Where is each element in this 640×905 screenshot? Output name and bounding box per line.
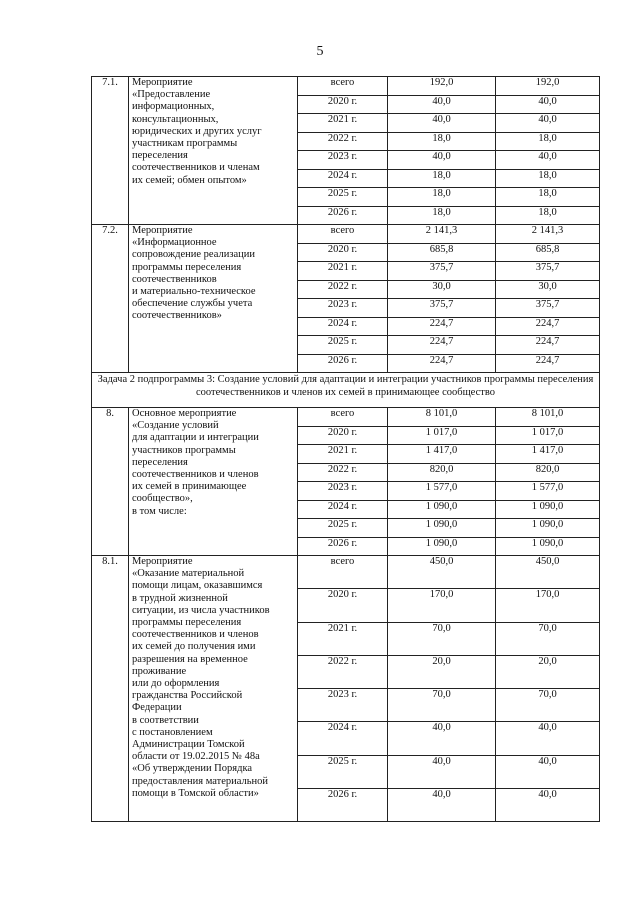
value-cell: 375,7 [388,299,496,318]
value-cell: 170,0 [388,589,496,622]
value-cell: 40,0 [388,755,496,788]
period-cell: всего [298,225,388,244]
value-cell: 450,0 [496,556,600,589]
period-cell: 2025 г. [298,519,388,538]
period-cell: 2026 г. [298,354,388,373]
description-line: и материально-техническое [132,286,256,298]
item-description [129,77,298,225]
description-line: «Об утверждении Порядка [132,763,253,775]
item-number: 7.2. [92,225,129,373]
value-cell: 1 090,0 [496,500,600,519]
description-line: Федерации [132,702,182,714]
description-line: «Оказание материальной [132,568,245,580]
period-cell: 2021 г. [298,622,388,655]
period-cell: 2020 г. [298,426,388,445]
value-cell: 70,0 [388,689,496,722]
description-line: соотечественников и членов [132,629,259,641]
table-row [92,373,600,408]
description-line: юридических и других услуг [132,125,262,137]
description-line: программы переселения [132,617,242,629]
period-cell: 2023 г. [298,299,388,318]
value-cell: 2 141,3 [388,225,496,244]
value-cell: 192,0 [388,77,496,96]
value-cell: 20,0 [496,655,600,688]
period-cell: всего [298,556,388,589]
period-cell: 2023 г. [298,482,388,501]
period-cell: 2020 г. [298,95,388,114]
value-cell: 1 577,0 [496,482,600,501]
value-cell: 1 090,0 [388,500,496,519]
period-cell: 2021 г. [298,114,388,133]
value-cell: 685,8 [388,243,496,262]
value-cell: 224,7 [496,336,600,355]
value-cell: 18,0 [388,206,496,225]
value-cell: 375,7 [496,299,600,318]
value-cell: 375,7 [388,262,496,281]
item-number: 7.1. [92,77,129,225]
description-line: или до оформления [132,678,220,690]
description-line: сообщество», [132,493,193,505]
description-line: помощи лицам, оказавшимся [132,580,263,592]
value-cell: 70,0 [388,622,496,655]
description-line: сопровождение реализации [132,249,256,261]
value-cell: 1 090,0 [496,537,600,556]
description-line: Мероприятие [132,225,193,236]
value-cell: 40,0 [388,95,496,114]
item-description [129,556,298,822]
description-line: участникам программы [132,138,238,150]
value-cell: 1 090,0 [496,519,600,538]
period-cell: 2023 г. [298,689,388,722]
description-line: в трудной жизненной [132,592,228,604]
description-line: переселения [132,150,188,162]
value-cell: 40,0 [496,789,600,822]
item-description [129,225,298,373]
value-cell: 40,0 [388,789,496,822]
period-cell: 2024 г. [298,317,388,336]
item-number: 8.1. [92,556,129,822]
period-cell: 2025 г. [298,336,388,355]
description-line: обеспечение службы учета [132,298,253,310]
period-cell: 2023 г. [298,151,388,170]
description-line: разрешения на временное [132,653,248,665]
period-cell: 2021 г. [298,445,388,464]
value-cell: 40,0 [388,114,496,133]
value-cell: 18,0 [496,132,600,151]
description-line: в соответствии [132,714,199,726]
value-cell: 8 101,0 [388,408,496,427]
value-cell: 18,0 [496,169,600,188]
description-line: области от 19.02.2015 № 48а [132,751,260,763]
item-description [129,408,298,556]
budget-table [91,76,600,822]
value-cell: 375,7 [496,262,600,281]
value-cell: 40,0 [388,151,496,170]
value-cell: 1 090,0 [388,537,496,556]
value-cell: 224,7 [496,317,600,336]
period-cell: 2026 г. [298,537,388,556]
description-line: предоставления материальной [132,775,269,787]
value-cell: 40,0 [496,95,600,114]
description-line: соотечественников и членов [132,469,259,481]
value-cell: 40,0 [496,722,600,755]
value-cell: 40,0 [496,114,600,133]
period-cell: 2022 г. [298,463,388,482]
value-cell: 18,0 [496,188,600,207]
description-line: соотечественников и членам [132,162,260,174]
description-line: их семей; обмен опытом» [132,174,247,186]
description-line: Основное мероприятие [132,408,237,419]
value-cell: 224,7 [388,336,496,355]
description-line: информационных, [132,101,215,113]
description-line: гражданства Российской [132,690,243,702]
period-cell: 2025 г. [298,755,388,788]
period-cell: 2022 г. [298,280,388,299]
description-line: Мероприятие [132,556,193,567]
description-line: соотечественников [132,273,217,285]
period-cell: 2024 г. [298,722,388,755]
value-cell: 224,7 [388,354,496,373]
period-cell: 2024 г. [298,169,388,188]
description-line: ситуации, из числа участников [132,604,270,616]
value-cell: 1 017,0 [496,426,600,445]
description-line: в том числе: [132,505,187,517]
period-cell: всего [298,408,388,427]
value-cell: 20,0 [388,655,496,688]
table-row [92,225,600,244]
value-cell: 820,0 [496,463,600,482]
value-cell: 40,0 [496,755,600,788]
description-line: с постановлением [132,726,213,738]
value-cell: 1 417,0 [388,445,496,464]
description-line: для адаптации и интеграции [132,432,259,444]
table-row [92,77,600,96]
value-cell: 8 101,0 [496,408,600,427]
page-number: 5 [316,44,324,59]
description-line: участников программы [132,444,236,456]
value-cell: 30,0 [388,280,496,299]
description-line: их семей в принимающее [132,481,247,493]
value-cell: 18,0 [388,188,496,207]
description-line: «Создание условий [132,420,219,432]
value-cell: 685,8 [496,243,600,262]
description-line: помощи в Томской области» [132,787,259,799]
description-line: их семей до получения ими [132,641,256,653]
value-cell: 1 417,0 [496,445,600,464]
period-cell: 2026 г. [298,206,388,225]
value-cell: 1 090,0 [388,519,496,538]
value-cell: 1 017,0 [388,426,496,445]
value-cell: 170,0 [496,589,600,622]
period-cell: всего [298,77,388,96]
value-cell: 18,0 [388,169,496,188]
period-cell: 2026 г. [298,789,388,822]
value-cell: 224,7 [496,354,600,373]
value-cell: 40,0 [388,722,496,755]
description-line: «Предоставление [132,89,211,101]
value-cell: 1 577,0 [388,482,496,501]
description-line: Администрации Томской [132,739,245,751]
table-row [92,408,600,427]
value-cell: 2 141,3 [496,225,600,244]
value-cell: 450,0 [388,556,496,589]
item-number: 8. [92,408,129,556]
value-cell: 30,0 [496,280,600,299]
period-cell: 2024 г. [298,500,388,519]
value-cell: 18,0 [388,132,496,151]
period-cell: 2020 г. [298,589,388,622]
table-body [92,77,600,822]
period-cell: 2020 г. [298,243,388,262]
value-cell: 820,0 [388,463,496,482]
value-cell: 224,7 [388,317,496,336]
description-line: соотечественников» [132,310,222,322]
value-cell: 40,0 [496,151,600,170]
period-cell: 2025 г. [298,188,388,207]
description-line: программы переселения [132,261,242,273]
task-heading: Задача 2 подпрограммы 3: Создание условий для адаптации и интеграции участников программы переселения соотечественников и членов их семей в принимающее сообщество [92,373,600,408]
description-line: консультационных, [132,113,219,125]
value-cell: 70,0 [496,689,600,722]
value-cell: 192,0 [496,77,600,96]
value-cell: 70,0 [496,622,600,655]
table-row [92,556,600,589]
period-cell: 2021 г. [298,262,388,281]
period-cell: 2022 г. [298,655,388,688]
value-cell: 18,0 [496,206,600,225]
description-line: «Информационное [132,237,217,249]
period-cell: 2022 г. [298,132,388,151]
description-line: переселения [132,456,188,468]
description-line: Мероприятие [132,77,193,88]
description-line: проживание [132,665,187,677]
